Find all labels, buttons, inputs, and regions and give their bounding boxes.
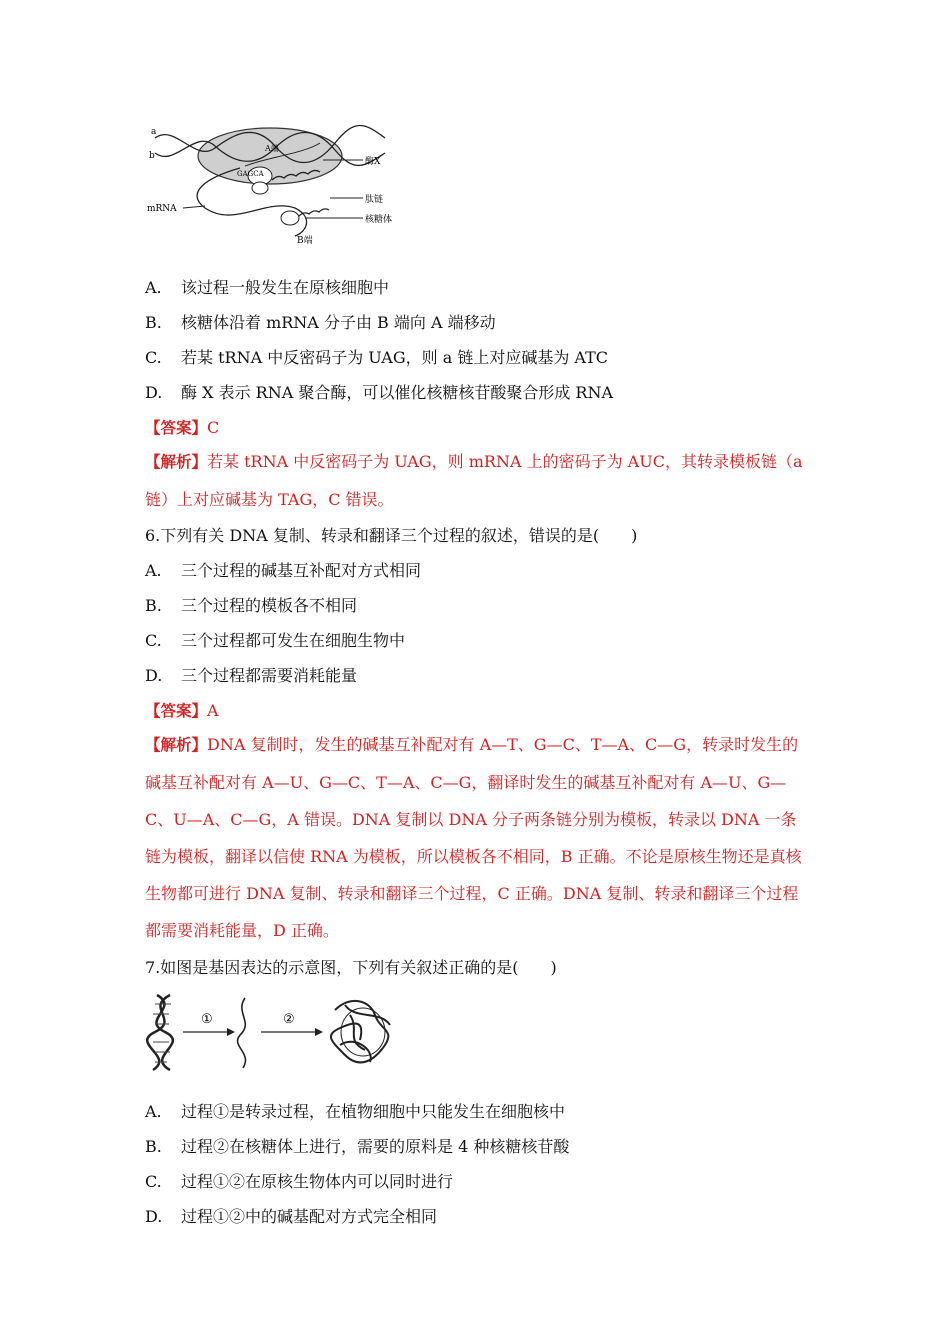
protein-icon — [331, 1001, 390, 1062]
label-peptide: 肽链 — [365, 195, 384, 205]
q6-option-d: D. 三个过程都需要消耗能量 — [145, 666, 358, 685]
q5-option-a: A. 该过程一般发生在原核细胞中 — [145, 278, 390, 297]
q6-stem: 6.下列有关 DNA 复制、转录和翻译三个过程的叙述，错误的是( ) — [145, 526, 638, 545]
q6-option-c: C. 三个过程都可发生在细胞生物中 — [145, 631, 406, 650]
label-enzyme: 酶X — [365, 157, 381, 167]
q5-analysis: 【解析】若某 tRNA 中反密码子为 UAG，则 mRNA 上的密码子为 AUC，其转录模板链（a 链）上对应碱基为 TAG，C 错误。 — [145, 452, 803, 509]
q5-option-c: C. 若某 tRNA 中反密码子为 UAG，则 a 链上对应碱基为 ATC — [145, 348, 609, 367]
label-b-end: B端 — [297, 236, 313, 246]
q5-option-d: D. 酶 X 表示 RNA 聚合酶，可以催化核糖核苷酸聚合形成 RNA — [145, 383, 614, 402]
q6-analysis: 【解析】DNA 复制时，发生的碱基互补配对有 A—T、G—C、T—A、C—G，转录时发生的碱基互补配对有 A—U、G—C、T—A、C—G，翻译时发生的碱基互补配对有 A—U、G—C、U—A、C—G，A 错误。DNA 复制以 DNA 分子两条链分别为模板，转录以 DNA 一条链为模板，翻译以信使 RNA 为模板，所以模板各不相同，B 正确。不论是原核生物还是真核生物都可进行 DNA 复制、转录和翻译三个过程，C 正确。DNA 复制、转录和翻译三个过程都需要消耗能量，D 正确。 — [145, 735, 802, 940]
q6-option-a: A. 三个过程的碱基互补配对方式相同 — [145, 561, 422, 580]
transcription-translation-figure — [145, 118, 405, 253]
q7-option-c: C. 过程①②在原核生物体内可以同时进行 — [145, 1172, 454, 1191]
q7-option-d: D. 过程①②中的碱基配对方式完全相同 — [145, 1207, 438, 1226]
q5-answer: 【答案】C — [145, 418, 220, 437]
label-b: b — [149, 151, 155, 161]
q6-answer: 【答案】A — [145, 701, 219, 720]
label-sequence: GAGCA — [237, 170, 264, 178]
step2-label: ② — [283, 1012, 295, 1027]
label-mrna: mRNA — [147, 204, 177, 214]
dna-helix-icon — [147, 995, 173, 1070]
step1-label: ① — [201, 1012, 213, 1027]
label-a: a — [151, 127, 157, 137]
q7-stem: 7.如图是基因表达的示意图，下列有关叙述正确的是( ) — [145, 958, 557, 977]
q7-option-a: A. 过程①是转录过程，在植物细胞中只能发生在细胞核中 — [145, 1102, 566, 1121]
q6-option-b: B. 三个过程的模板各不相同 — [145, 596, 358, 615]
q5-option-b: B. 核糖体沿着 mRNA 分子由 B 端向 A 端移动 — [145, 313, 496, 332]
q7-option-b: B. 过程②在核糖体上进行，需要的原料是 4 种核糖核苷酸 — [145, 1137, 570, 1156]
label-ribosome: 核糖体 — [365, 215, 393, 225]
gene-expression-figure — [145, 990, 405, 1075]
label-a-end: A端 — [265, 144, 279, 153]
mrna-strand-icon — [238, 998, 246, 1068]
